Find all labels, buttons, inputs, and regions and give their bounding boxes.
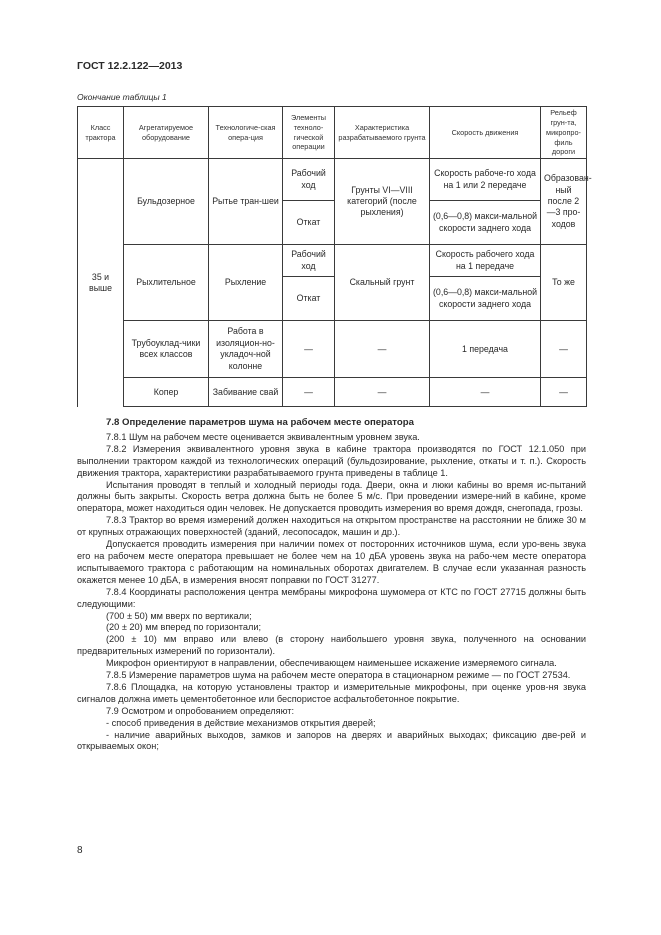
equipment-cell: Бульдозерное — [124, 159, 209, 245]
paragraph: Микрофон ориентируют в направлении, обеспечивающем наименьшее искажение измеряемого сигнала. — [106, 658, 557, 669]
table-row — [78, 378, 587, 407]
column-header: Класс трактора — [78, 107, 124, 159]
soil-cell: — — [335, 321, 430, 378]
speed-cell: (0,6—0,8) макси-мальной скорости заднего хода — [430, 277, 541, 321]
paragraph: 7.8.5 Измерение параметров шума на рабочем месте оператора в стационарном режиме — по ГОСТ 27534. — [106, 670, 571, 681]
paragraph: 7.8.4 Координаты расположения центра мембраны микрофона шумомера от КТС по ГОСТ 27715 должны быть следующими: — [77, 586, 586, 609]
paragraph: 7.8.1 Шум на рабочем месте оценивается эквивалентным уровнем звука. — [106, 431, 420, 442]
paragraph: 7.9 Осмотром и опробованием определяют: — [106, 705, 295, 716]
operation-cell: Рыхление — [209, 245, 283, 321]
element-cell: Рабочий ход — [283, 159, 335, 201]
operation-cell: Забивание свай — [209, 378, 283, 407]
element-cell: — — [283, 321, 335, 378]
paragraph: (700 ± 50) мм вверх по вертикали; — [106, 610, 252, 621]
page-number: 8 — [77, 845, 83, 856]
column-header: Характеристика разрабатываемого грунта — [335, 107, 430, 159]
column-header: Технологиче-ская опера-ция — [209, 107, 283, 159]
column-header: Элементы техноло-гической операции — [283, 107, 335, 159]
equipment-cell: Трубоуклад-чики всех классов — [124, 321, 209, 378]
element-cell: — — [283, 378, 335, 407]
element-cell: Рабочий ход — [283, 245, 335, 277]
speed-cell: — — [430, 378, 541, 407]
tractor-operations-table — [77, 106, 592, 407]
soil-cell: — — [335, 378, 430, 407]
section-heading: 7.8 Определение параметров шума на рабочем месте оператора — [106, 417, 414, 428]
paragraph: - способ приведения в действие механизмов открытия дверей; — [106, 717, 376, 728]
speed-cell: 1 передача — [430, 321, 541, 378]
equipment-cell: Копер — [124, 378, 209, 407]
soil-cell: Грунты VI—VIII категорий (после рыхления) — [335, 159, 430, 245]
table-row — [78, 159, 587, 201]
relief-cell: — — [541, 321, 587, 378]
paragraph: (200 ± 10) мм вправо или влево (в сторону наибольшего уровня звука, полученного на основании предварительных измерений по горизонтали). — [77, 634, 586, 657]
soil-cell: Скальный грунт — [335, 245, 430, 321]
paragraph: Испытания проводят в теплый и холодный периоды года. Двери, окна и люки кабины во время ис-пытаний должны быть закрыты. Скорость ветра должна быть не более 5 м/с. При проведении измере-ний в кабине, кроме оператора, может находиться один человек. Не допускается проводить измерения во время дождя, снегопада, грозы. — [77, 479, 586, 514]
section-body — [77, 417, 586, 753]
paragraph: 7.8.2 Измерения эквивалентного уровня звука в кабине трактора производятся по ГОСТ 12.1.050 при выполнении трактором каждой из технологических операций (бульдозирование, рыхление, откаты и т. п.). Скорость движения трактора, характеристики разрабатываемого грунта приведены в таблице 1. — [77, 443, 586, 478]
equipment-cell: Рыхлительное — [124, 245, 209, 321]
paragraph: - наличие аварийных выходов, замков и запоров на дверях и аварийных выходах; фиксацию две-рей и открываемых окон; — [77, 729, 586, 752]
document-header: ГОСТ 12.2.122—2013 — [77, 60, 183, 72]
element-cell: Откат — [283, 201, 335, 245]
table-row — [78, 245, 587, 277]
tractor-class-cell: 35 и выше — [78, 159, 124, 407]
operation-cell: Рытье тран-шеи — [209, 159, 283, 245]
column-header: Скорость движения — [430, 107, 541, 159]
table-caption: Окончание таблицы 1 — [77, 92, 167, 102]
paragraph: (20 ± 20) мм вперед по горизонтали; — [106, 622, 262, 633]
relief-cell: Образован-ный после 2—3 про-ходов — [541, 159, 587, 245]
paragraph: 7.8.6 Площадка, на которую установлены трактор и измерительные микрофоны, при оценке уров-ня звука сигналов должна иметь цементобетонное или беспористое асфальтобетонное покрытие. — [77, 681, 586, 704]
column-header: Агрегатируемое оборудование — [124, 107, 209, 159]
column-header: Рельеф грун-та, микропро-филь дороги — [541, 107, 587, 159]
speed-cell: (0,6—0,8) макси-мальной скорости заднего хода — [430, 201, 541, 245]
paragraph: Допускается проводить измерения при наличии помех от посторонних источников шума, если уро-вень звука его на рабочем месте оператора превышает не более чем на 10 дБА уровень звука на рабо-чем месте оператора испытываемого трактора с работающим на номинальных оборотах двигателем. В случае если указанная разность окажется менее 10 дБА, в измерения вносят поправки по ГОСТ 31277. — [77, 539, 586, 585]
relief-cell: То же — [541, 245, 587, 321]
speed-cell: Скорость рабочего хода на 1 передаче — [430, 245, 541, 277]
element-cell: Откат — [283, 277, 335, 321]
operation-cell: Работа в изоляцион-но-укладоч-ной колонне — [209, 321, 283, 378]
table-header-row — [78, 107, 587, 159]
speed-cell: Скорость рабоче-го хода на 1 или 2 передаче — [430, 159, 541, 201]
paragraph: 7.8.3 Трактор во время измерений должен находиться на открытом пространстве на расстоянии не ближе 30 м от крупных отражающих поверхностей (зданий, лесопосадок, машин и др.). — [77, 515, 586, 538]
table-row — [78, 321, 587, 378]
relief-cell: — — [541, 378, 587, 407]
